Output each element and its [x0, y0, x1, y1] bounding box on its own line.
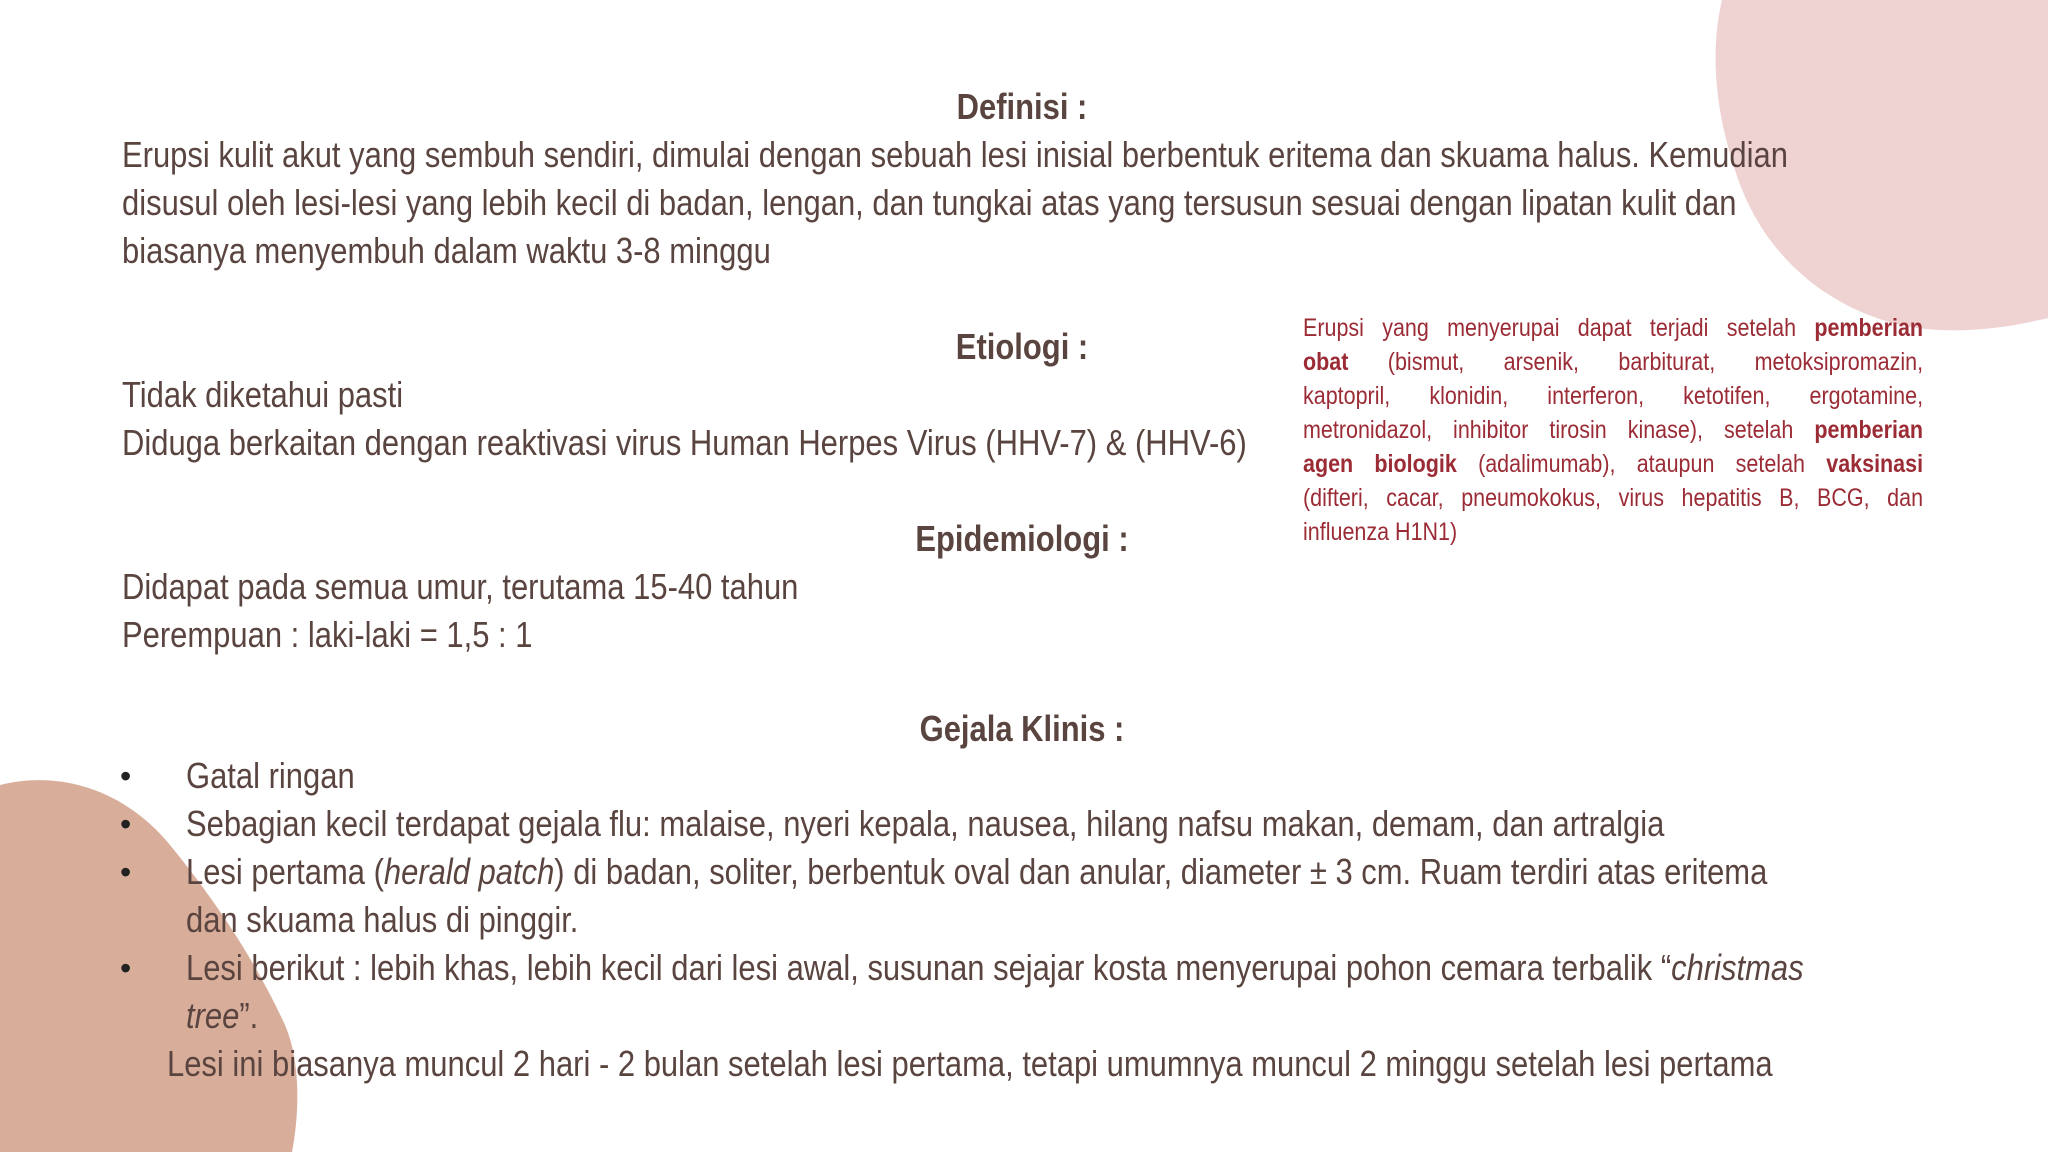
epidemiologi-line-2: Perempuan : laki-laki = 1,5 : 1: [122, 614, 533, 655]
epidemiologi-paragraph: [122, 563, 798, 659]
definisi-paragraph: [122, 131, 1788, 275]
bullet-text-part: Lesi pertama (: [186, 851, 384, 892]
bullet-icon: •: [120, 854, 132, 890]
etiologi-heading: Etiologi :: [955, 326, 1089, 367]
side-note-text: (adalimumab), ataupun setelah: [1456, 450, 1827, 478]
definisi-line-1: Erupsi kulit akut yang sembuh sendiri, dimulai dengan sebuah lesi inisial berbentuk eritema dan skuama halus. Kemudian: [122, 134, 1788, 175]
gejala-footer-line: Lesi ini biasanya muncul 2 hari - 2 bulan setelah lesi pertama, tetapi umumnya muncul 2 minggu setelah lesi pertama: [167, 1043, 1773, 1084]
side-note-emphasis: pemberian: [1814, 314, 1924, 342]
herald-patch-term: herald patch: [383, 851, 555, 892]
tree-term: tree: [186, 995, 240, 1036]
bullet-text: dan skuama halus di pinggir.: [186, 899, 579, 940]
bullet-icon: •: [120, 950, 132, 986]
definisi-line-3: biasanya menyembuh dalam waktu 3-8 minggu: [122, 230, 771, 271]
bullet-text-part: ) di badan, soliter, berbentuk oval dan anular, diameter ± 3 cm. Ruam terdiri atas eritema: [554, 851, 1768, 892]
bullet-text: [186, 848, 1767, 896]
etiologi-line-2: Diduga berkaitan dengan reaktivasi virus Human Herpes Virus (HHV-7) & (HHV-6): [122, 422, 1247, 463]
bullet-icon: •: [120, 806, 132, 842]
christmas-term: christmas: [1671, 947, 1804, 988]
bullet-text-part: ”.: [239, 995, 259, 1036]
bullet-text: [186, 992, 258, 1040]
side-note-text: metronidazol, inhibitor tirosin kinase), setelah: [1303, 416, 1815, 444]
side-note-line: [1303, 345, 1923, 379]
etiologi-paragraph: [122, 371, 1247, 467]
epidemiologi-heading: Epidemiologi :: [915, 518, 1129, 559]
epidemiologi-line-1: Didapat pada semua umur, terutama 15-40 tahun: [122, 566, 799, 607]
bullet-text: Sebagian kecil terdapat gejala flu: malaise, nyeri kepala, nausea, hilang nafsu makan, demam, dan artralgia: [186, 803, 1665, 844]
side-note-emphasis: agen biologik: [1303, 450, 1457, 478]
bullet-text: [186, 944, 1804, 992]
side-note-line: [1303, 515, 1923, 549]
side-note-line: [1303, 413, 1923, 447]
side-note-text: (difteri, cacar, pneumokokus, virus hepatitis B, BCG, dan: [1303, 484, 1924, 512]
side-note-line: [1303, 311, 1923, 345]
side-note-text: Erupsi yang menyerupai dapat terjadi setelah: [1303, 314, 1815, 342]
side-note-line: [1303, 447, 1923, 481]
etiologi-line-1: Tidak diketahui pasti: [122, 374, 404, 415]
side-note-emphasis: vaksinasi: [1826, 450, 1924, 478]
side-note: [1303, 311, 1923, 549]
gejala-heading: Gejala Klinis :: [919, 708, 1125, 749]
side-note-emphasis: obat: [1303, 348, 1349, 376]
side-note-line: [1303, 379, 1923, 413]
bullet-text: Gatal ringan: [186, 755, 355, 796]
bullet-text-part: Lesi berikut : lebih khas, lebih kecil dari lesi awal, susunan sejajar kosta menyerupai pohon cemara terbalik “: [186, 947, 1672, 988]
definisi-line-2: disusul oleh lesi-lesi yang lebih kecil di badan, lengan, dan tungkai atas yang tersusun sesuai dengan lipatan kulit dan: [122, 182, 1737, 223]
side-note-text: influenza H1N1): [1303, 518, 1458, 546]
definisi-heading: Definisi :: [956, 86, 1088, 127]
side-note-line: [1303, 481, 1923, 515]
bullet-icon: •: [120, 758, 132, 794]
side-note-text: kaptopril, klonidin, interferon, ketotifen, ergotamine,: [1303, 382, 1924, 410]
side-note-text: (bismut, arsenik, barbiturat, metoksipromazin,: [1348, 348, 1924, 376]
side-note-emphasis: pemberian: [1814, 416, 1924, 444]
